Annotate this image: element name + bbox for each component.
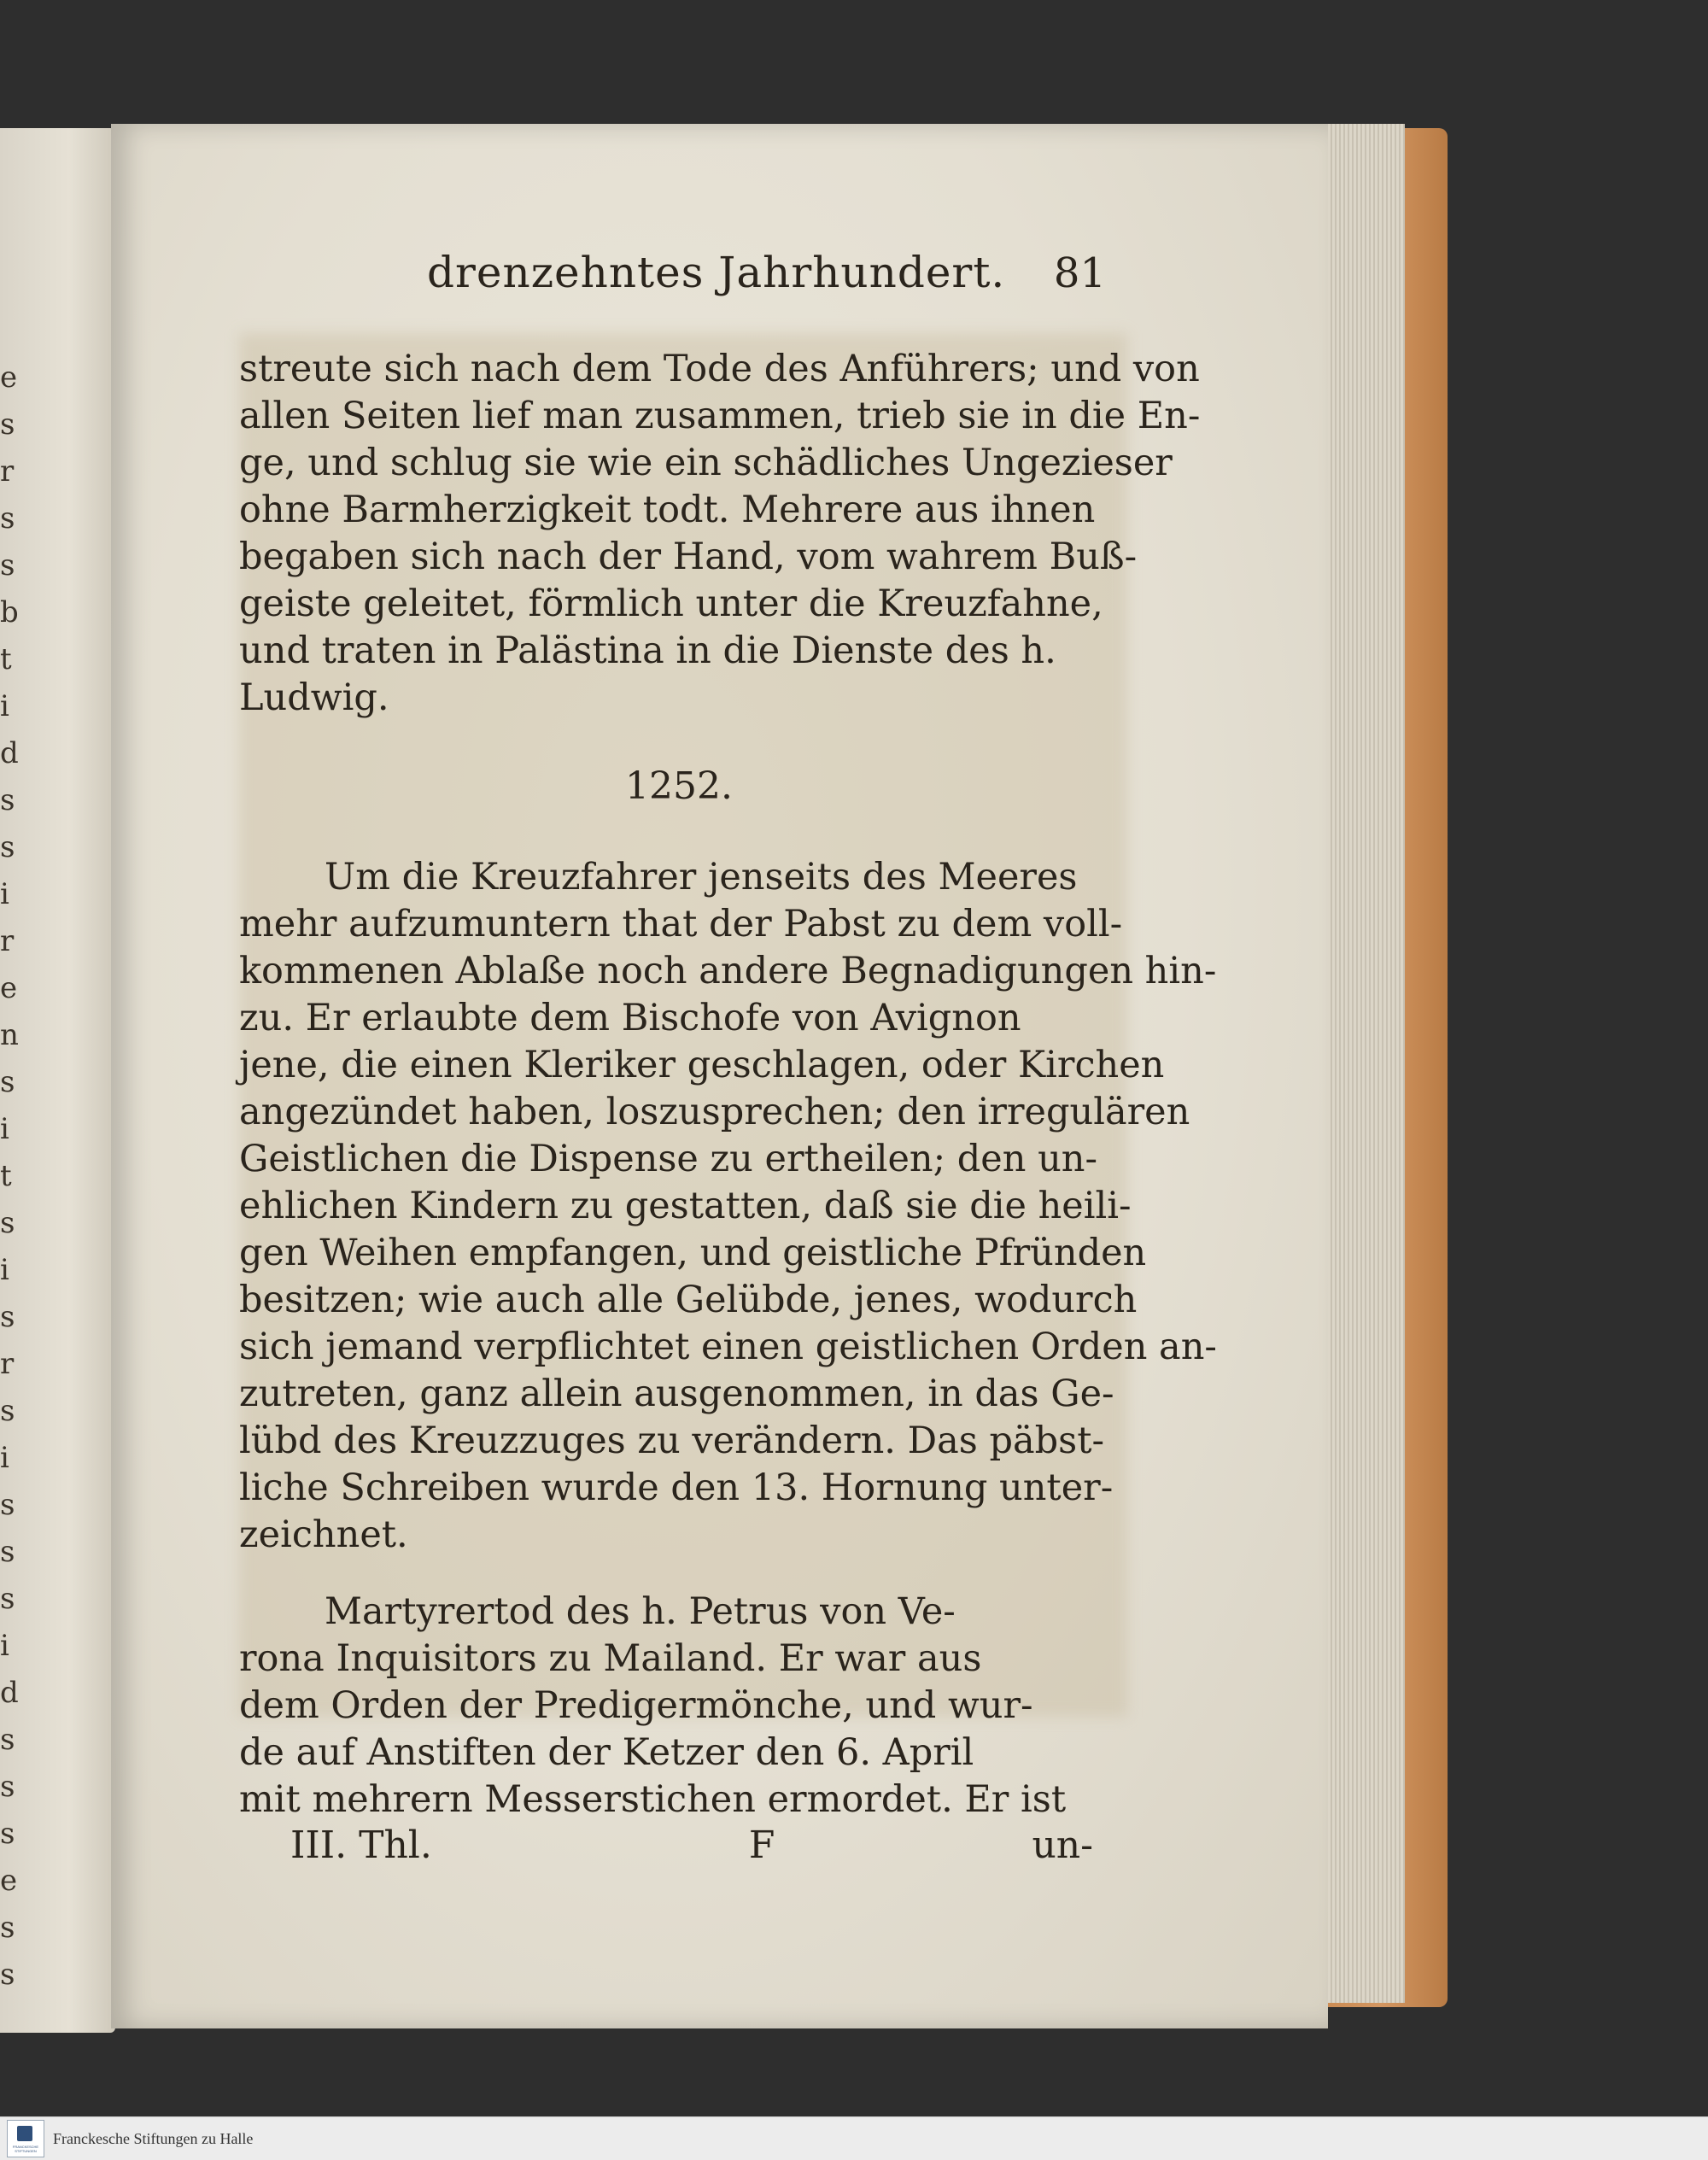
text-line: zu. Er erlaubte dem Bischofe von Avignon (239, 997, 1021, 1039)
page-stack-edges (1319, 124, 1405, 2003)
edge-letter: n (0, 1018, 19, 1052)
edge-letter: d (0, 1676, 19, 1710)
text-line: mit mehrern Messerstichen ermordet. Er ist (239, 1778, 1067, 1821)
edge-letter: s (0, 1817, 15, 1851)
edge-letter: s (0, 1535, 15, 1569)
year-heading: 1252. (625, 764, 733, 808)
page-number: 81 (1053, 249, 1106, 297)
text-line: Um die Kreuzfahrer jenseits des Meeres (325, 856, 1078, 899)
text-line: Martyrertod des h. Petrus von Ve- (325, 1590, 956, 1633)
edge-letter: e (0, 971, 18, 1005)
text-line: gen Weihen empfangen, und geistliche Pfründen (239, 1232, 1147, 1274)
text-line: allen Seiten lief man zusammen, trieb sie in die En- (239, 395, 1201, 437)
left-page-edge (0, 128, 115, 2033)
edge-letter: i (0, 1112, 9, 1146)
edge-letter: s (0, 1958, 15, 1992)
text-line: jene, die einen Kleriker geschlagen, oder Kirchen (239, 1044, 1165, 1086)
institution-logo (7, 2120, 44, 2157)
paragraph-2 (239, 854, 1217, 1559)
edge-letter: s (0, 1488, 15, 1522)
text-line: de auf Anstiften der Ketzer den 6. April (239, 1731, 974, 1774)
attribution-credit: Franckesche Stiftungen zu Halle (53, 2129, 254, 2147)
paragraph-1 (239, 346, 1201, 722)
edge-letter: s (0, 783, 15, 817)
edge-letter: s (0, 1394, 15, 1428)
edge-letter: i (0, 1253, 9, 1287)
edge-letter: s (0, 1206, 15, 1240)
edge-letter: r (0, 924, 15, 958)
edge-letter: t (0, 1159, 12, 1193)
logo-text: FRANCKESCHE STIFTUNGEN (12, 2145, 39, 2153)
text-line: angezündet haben, loszusprechen; den irregulären (239, 1091, 1190, 1133)
text-line: zutreten, ganz allein ausgenommen, in das Ge- (239, 1373, 1114, 1415)
edge-letter: i (0, 877, 9, 911)
running-head (418, 248, 1119, 307)
text-line: zeichnet. (239, 1513, 408, 1556)
text-line: Geistlichen die Dispense zu ertheilen; den un- (239, 1138, 1098, 1180)
edge-letter: e (0, 360, 18, 395)
edge-letter: r (0, 454, 15, 489)
logo-emblem-icon (17, 2126, 32, 2141)
edge-letter: d (0, 736, 19, 770)
catchword: un- (1032, 1823, 1093, 1867)
text-line: sich jemand verpflichtet einen geistlichen Orden an- (239, 1326, 1217, 1368)
edge-letter: s (0, 1911, 15, 1945)
edge-letter: r (0, 1347, 15, 1381)
text-line: streute sich nach dem Tode des Anführers; und von (239, 348, 1200, 390)
text-line: mehr aufzumuntern that der Pabst zu dem voll- (239, 903, 1123, 945)
edge-letter: s (0, 1300, 15, 1334)
text-line: lübd des Kreuzzuges zu verändern. Das päbst- (239, 1420, 1105, 1462)
edge-letter: s (0, 501, 15, 536)
text-line: ge, und schlug sie wie ein schädliches Ungezieser (239, 442, 1173, 484)
volume-marker: III. Thl. (290, 1823, 432, 1867)
edge-letter: s (0, 548, 15, 582)
edge-letter: s (0, 1065, 15, 1099)
text-line: liche Schreiben wurde den 13. Hornung unter- (239, 1466, 1114, 1509)
text-line: geiste geleitet, förmlich unter die Kreuzfahne, (239, 582, 1103, 625)
text-line: und traten in Palästina in die Dienste des h. (239, 629, 1056, 672)
edge-letter: e (0, 1864, 18, 1898)
text-line: kommenen Ablaße noch andere Begnadigungen hin- (239, 950, 1217, 992)
signature-mark: F (748, 1823, 775, 1867)
text-line: besitzen; wie auch alle Gelübde, jenes, wodurch (239, 1279, 1138, 1321)
edge-letter: t (0, 642, 12, 676)
left-page-edge-letters (0, 354, 17, 1999)
edge-letter: s (0, 407, 15, 442)
text-line: rona Inquisitors zu Mailand. Er war aus (239, 1637, 982, 1680)
paragraph-3 (239, 1589, 1119, 1823)
attribution-bar (0, 2116, 1708, 2160)
edge-letter: i (0, 689, 9, 723)
edge-letter: i (0, 1441, 9, 1475)
text-line: begaben sich nach der Hand, vom wahrem Buß- (239, 536, 1138, 578)
text-line: Ludwig. (239, 676, 389, 719)
edge-letter: s (0, 830, 15, 864)
edge-letter: s (0, 1582, 15, 1616)
text-line: ehlichen Kindern zu gestatten, daß sie die heili- (239, 1185, 1132, 1227)
page-footer (290, 1823, 1093, 1867)
edge-letter: s (0, 1723, 15, 1757)
text-line: ohne Barmherzigkeit todt. Mehrere aus ihnen (239, 489, 1096, 531)
edge-letter: s (0, 1770, 15, 1804)
edge-letter: i (0, 1629, 9, 1663)
text-line: dem Orden der Predigermönche, und wur- (239, 1684, 1033, 1727)
running-title: drenzehntes Jahrhundert. (427, 248, 1006, 297)
edge-letter: b (0, 595, 19, 629)
